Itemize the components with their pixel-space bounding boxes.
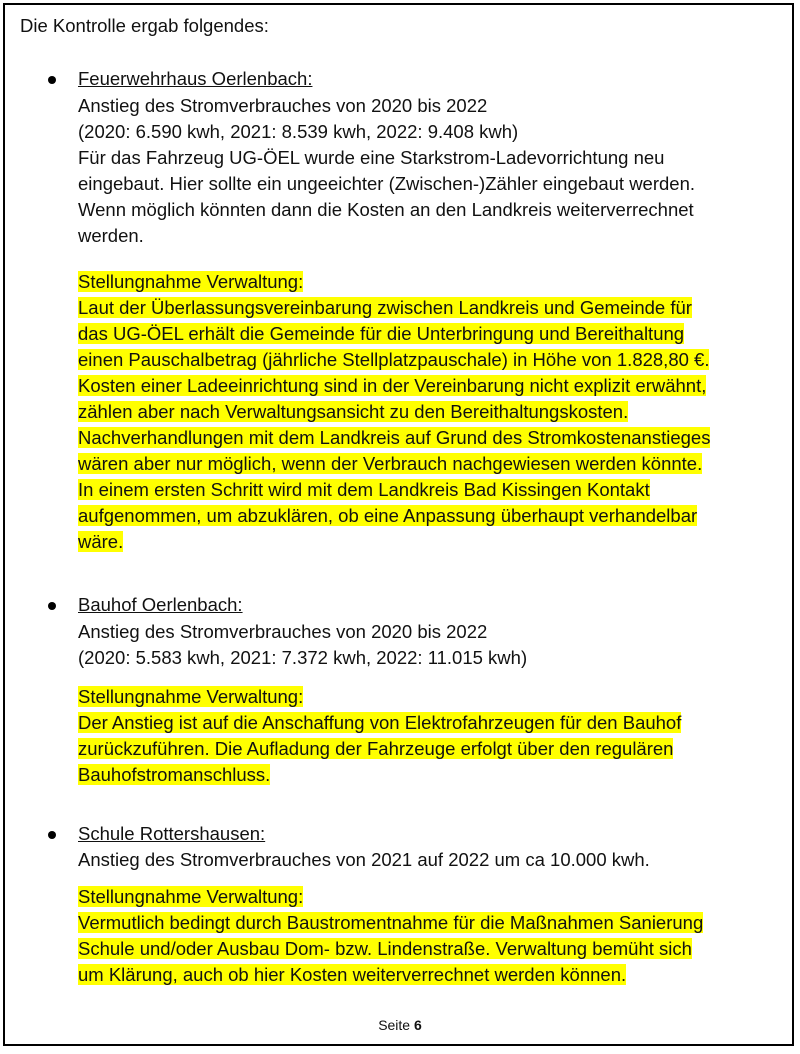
statement-line: Stellungnahme Verwaltung: xyxy=(78,886,304,907)
statement-line: wären aber nur möglich, wenn der Verbrauch nachgewiesen werden könnte. xyxy=(78,453,703,474)
statement-line: Kosten einer Ladeeinrichtung sind in der Vereinbarung nicht explizit erwähnt, xyxy=(78,375,707,396)
text-line: eingebaut. Hier sollte ein ungeeichter (Zwischen-)Zähler eingebaut werden. xyxy=(78,173,696,194)
page-footer xyxy=(0,1017,800,1033)
statement-line: Bauhofstromanschluss. xyxy=(78,764,271,785)
statement-line: Der Anstieg ist auf die Anschaffung von Elektrofahrzeugen für den Bauhof xyxy=(78,712,682,733)
page-label: Seite xyxy=(378,1017,411,1033)
statement-line: Nachverhandlungen mit dem Landkreis auf Grund des Stromkostenanstieges xyxy=(78,427,711,448)
statement-block xyxy=(78,884,703,988)
statement-line: Schule und/oder Ausbau Dom- bzw. Lindenstraße. Verwaltung bemüht sich xyxy=(78,938,692,959)
bullet-icon xyxy=(48,602,56,610)
statement-line: aufgenommen, um abzuklären, ob eine Anpassung überhaupt verhandelbar xyxy=(78,505,698,526)
text-line: Anstieg des Stromverbrauches von 2020 bis 2022 xyxy=(78,95,488,116)
statement-line: Laut der Überlassungsvereinbarung zwischen Landkreis und Gemeinde für xyxy=(78,297,692,318)
bullet-icon xyxy=(48,831,56,839)
statement-line: In einem ersten Schritt wird mit dem Landkreis Bad Kissingen Kontakt xyxy=(78,479,650,500)
text-line: Wenn möglich könnten dann die Kosten an den Landkreis weiterverrechnet xyxy=(78,199,694,220)
section-heading: Feuerwehrhaus Oerlenbach: xyxy=(78,68,313,89)
statement-line: zählen aber nach Verwaltungsansicht zu den Bereithaltungskosten. xyxy=(78,401,629,422)
statement-line: Stellungnahme Verwaltung: xyxy=(78,271,304,292)
statement-line: einen Pauschalbetrag (jährliche Stellplatzpauschale) in Höhe von 1.828,80 €. xyxy=(78,349,710,370)
statement-line: Stellungnahme Verwaltung: xyxy=(78,686,304,707)
statement-block xyxy=(78,269,710,555)
section-text xyxy=(78,847,650,873)
text-line: Für das Fahrzeug UG-ÖEL wurde eine Starkstrom-Ladevorrichtung neu xyxy=(78,147,665,168)
bullet-icon xyxy=(48,76,56,84)
section-heading: Schule Rottershausen: xyxy=(78,823,266,844)
section-text xyxy=(78,93,695,249)
statement-line: das UG-ÖEL erhält die Gemeinde für die Unterbringung und Bereithaltung xyxy=(78,323,685,344)
text-line: Anstieg des Stromverbrauches von 2021 auf 2022 um ca 10.000 kwh. xyxy=(78,849,650,870)
statement-block xyxy=(78,684,681,788)
page-number: 6 xyxy=(414,1017,422,1033)
section-heading: Bauhof Oerlenbach: xyxy=(78,594,243,615)
statement-line: zurückzuführen. Die Aufladung der Fahrzeuge erfolgt über den regulären xyxy=(78,738,674,759)
statement-line: um Klärung, auch ob hier Kosten weiterverrechnet werden können. xyxy=(78,964,627,985)
intro-text: Die Kontrolle ergab folgendes: xyxy=(20,15,269,36)
statement-line: Vermutlich bedingt durch Baustromentnahme für die Maßnahmen Sanierung xyxy=(78,912,704,933)
text-line: werden. xyxy=(78,225,144,246)
text-line: (2020: 5.583 kwh, 2021: 7.372 kwh, 2022: 11.015 kwh) xyxy=(78,647,528,668)
section-text xyxy=(78,619,527,671)
statement-line: wäre. xyxy=(78,531,124,552)
text-line: Anstieg des Stromverbrauches von 2020 bis 2022 xyxy=(78,621,488,642)
text-line: (2020: 6.590 kwh, 2021: 8.539 kwh, 2022: 9.408 kwh) xyxy=(78,121,519,142)
